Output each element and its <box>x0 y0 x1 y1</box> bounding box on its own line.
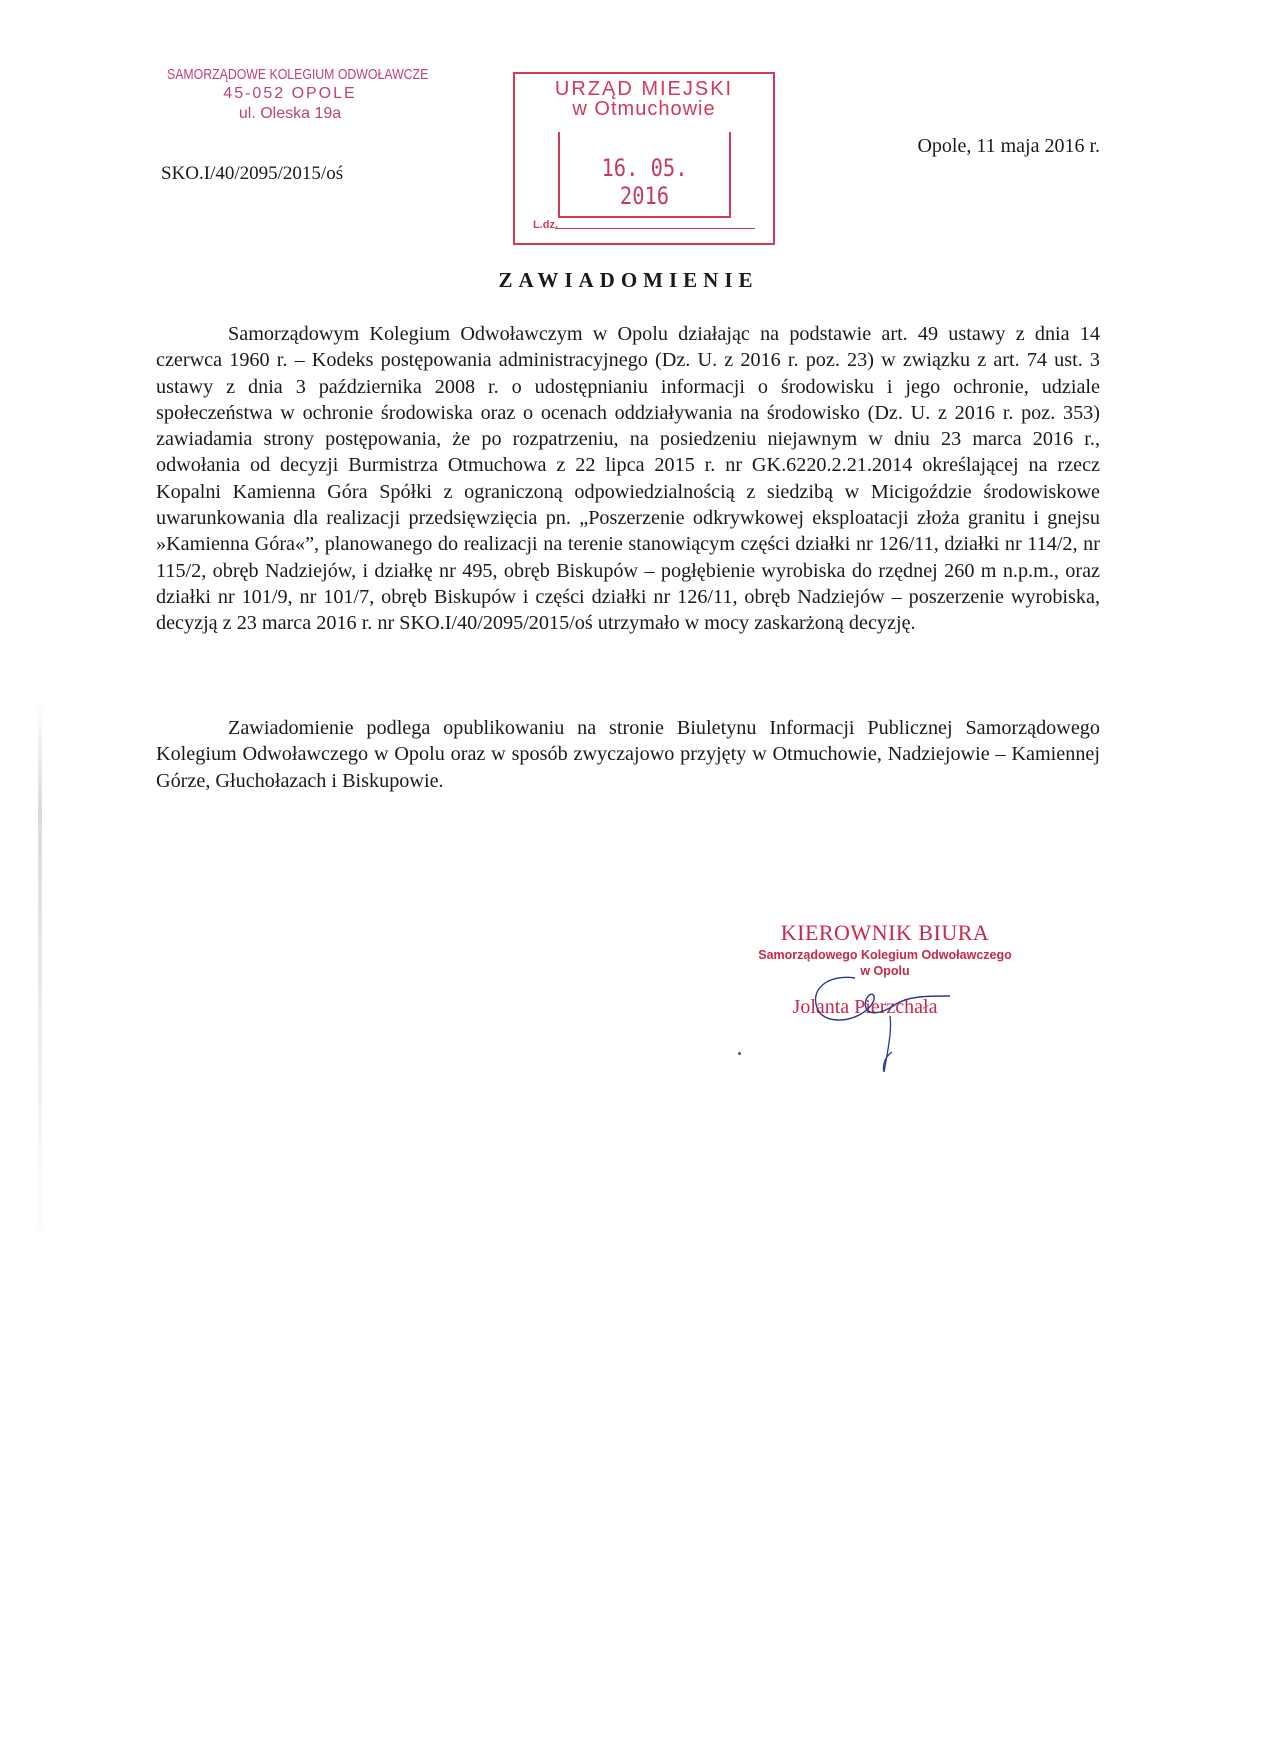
sender-stamp-line2: 45-052 OPOLE <box>223 85 357 102</box>
registration-lrz-line <box>555 228 755 229</box>
registration-date: 16. 05. 2016 <box>601 154 688 210</box>
reference-number: SKO.I/40/2095/2015/oś <box>161 163 344 184</box>
handwritten-signature <box>800 960 960 1080</box>
sender-stamp-line3: ul. Oleska 19a <box>238 105 342 122</box>
body-paragraph-1 <box>156 321 1100 637</box>
body-paragraph-2 <box>156 715 1100 794</box>
place-date: Opole, 11 maja 2016 r. <box>917 135 1100 157</box>
document-title: ZAWIADOMIENIE <box>498 268 759 292</box>
sender-stamp-line1: SAMORZĄDOWE KOLEGIUM ODWOŁAWCZE <box>167 66 429 83</box>
paragraph-text: Samorządowym Kolegium Odwoławczym w Opolu działając na podstawie art. 49 ustawy z dnia 14 czerwca 1960 r. – Kodeks postępowania administracyjnego (Dz. U. z 2016 r. poz. 23) w związku z art. 74 ust. 3 ustawy z dnia 3 października 2008 r. o udostępnianiu informacji o środowisku i jego ochronie, udziale społeczeństwa w ochronie środowiska oraz o ocenach oddziaływania na środowisko (Dz. U. z 2016 r. poz. 353) zawiadamia strony postępowania, że po rozpatrzeniu, na posiedzeniu niejawnym w dniu 23 marca 2016 r., odwołania od decyzji Burmistrza Otmuchowa z 22 lipca 2015 r. nr GK.6220.2.21.2014 określającej na rzecz Kopalni Kamienna Góra Spółki z ograniczoną odpowiedzialnością z siedzibą w Micigoździe środowiskowe uwarunkowania dla realizacji przedsięwzięcia pn. „Poszerzenie odkrywkowej eksploatacji złoża granitu i gnejsu »Kamienna Góra«”, planowanego do realizacji na terenie stanowiącym części działki nr 126/11, działki nr 114/2, nr 115/2, obręb Nadziejów, i działkę nr 495, obręb Biskupów – pogłębienie wyrobiska do rzędnej 260 m n.p.m., oraz działki nr 101/9, nr 101/7, obręb Biskupów i części działki nr 126/11, obręb Nadziejów – poszerzenie wyrobiska, decyzją z 23 marca 2016 r. nr SKO.I/40/2095/2015/oś utrzymało w mocy zaskarżoną decyzję. <box>156 323 1100 635</box>
signatory-org-line1: Samorządowego Kolegium Odwoławczego <box>758 948 1012 962</box>
scan-edge-artifact <box>38 700 42 1260</box>
registration-lrz-label: L.dz. <box>533 219 559 231</box>
signatory-org-line2: w Opolu <box>860 964 910 978</box>
signatory-name: Jolanta Pierzchała <box>792 996 938 1018</box>
registration-date-box <box>558 132 731 218</box>
paragraph-text: Zawiadomienie podlega opublikowaniu na stronie Biuletynu Informacji Publicznej Samorządowego Kolegium Odwoławczego w Opolu oraz w sposób zwyczajowo przyjęty w Otmuchowie, Nadziejowie – Kamiennej Górze, Głuchołazach i Biskupowie. <box>156 717 1100 792</box>
sender-stamp <box>140 66 440 123</box>
signatory-role: KIEROWNIK BIURA <box>780 920 990 945</box>
ink-dot <box>738 1052 741 1055</box>
registration-stamp-office: URZĄD MIEJSKI <box>554 78 734 100</box>
registration-stamp <box>513 72 775 245</box>
registration-stamp-location: w Otmuchowie <box>572 98 716 120</box>
